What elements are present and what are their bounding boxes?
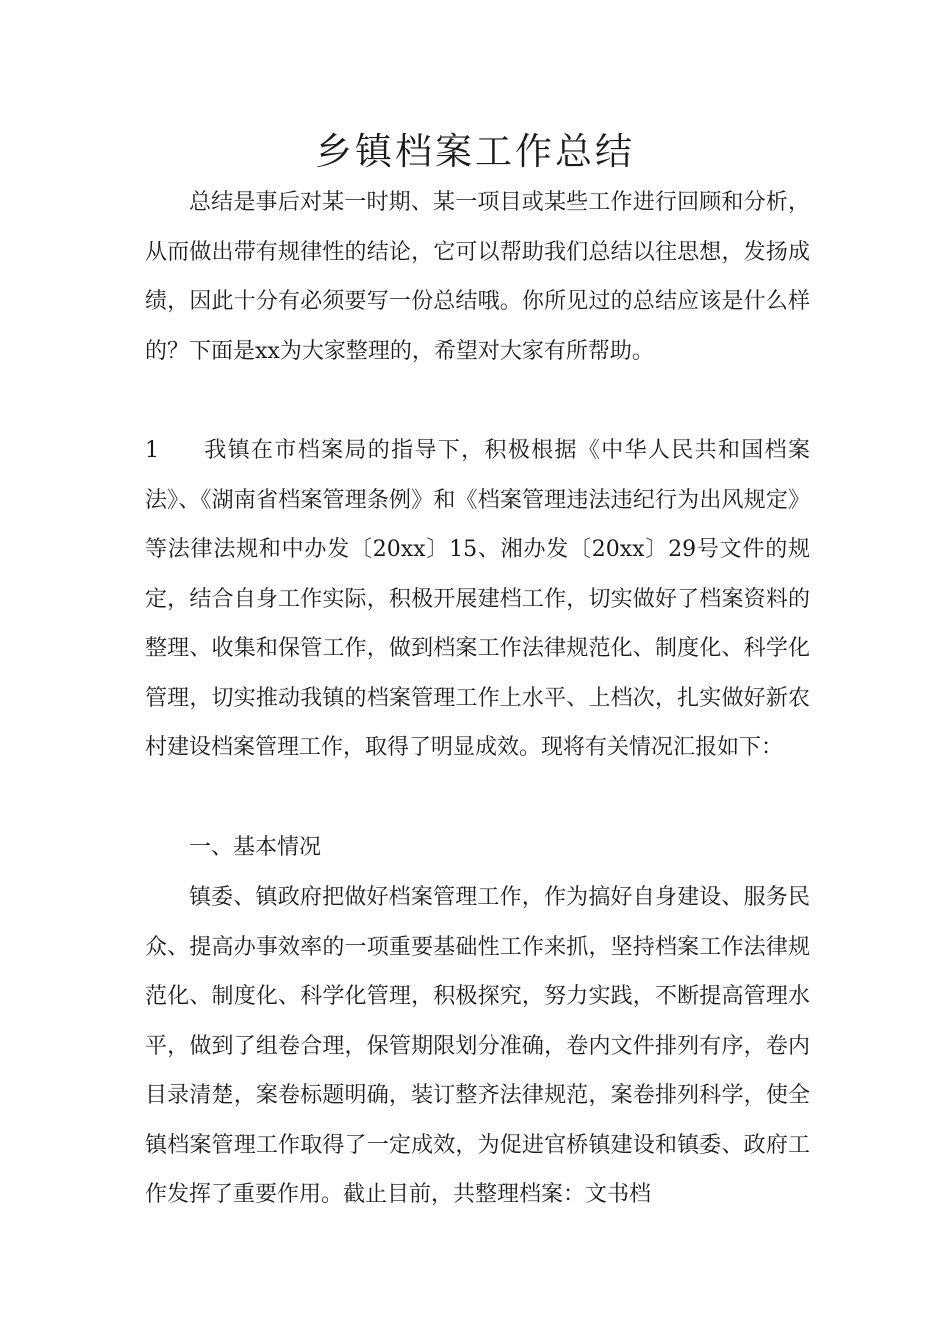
basic-situation-paragraph: 镇委、镇政府把做好档案管理工作，作为搞好自身建设、服务民众、提高办事效率的一项重要基础性工作来抓，坚持档案工作法律规范化、制度化、科学化管理，积极探究，努力实践，不断提高管理水平，做到了组卷合理，保管期限划分准确，卷内文件排列有序，卷内目录清楚，案卷标题明确，装订整齐法律规范，案卷排列科学，使全镇档案管理工作取得了一定成效，为促进官桥镇建设和镇委、政府工作发挥了重要作用。截止目前，共整理档案：文书档 xyxy=(145,885,810,1207)
section-1-number: 1 xyxy=(145,438,159,463)
intro-paragraph: 总结是事后对某一时期、某一项目或某些工作进行回顾和分析，从而做出带有规律性的结论，它可以帮助我们总结以往思想，发扬成绩，因此十分有必须要写一份总结哦。你所见过的总结应该是什么样的？下面是xx为大家整理的，希望对大家有所帮助。 xyxy=(145,190,810,364)
heading-basic-situation: 一、基本情况 xyxy=(189,835,322,860)
section-1-paragraph xyxy=(145,426,810,773)
section-1-text: 我镇在市档案局的指导下，积极根据《中华人民共和国档案法》、《湖南省档案管理条例》和《档案管理违法违纪行为出风规定》等法律法规和中办发〔20xx〕15、湘办发〔20xx〕29号文件的规定，结合自身工作实际，积极开展建档工作，切实做好了档案资料的整理、收集和保管工作，做到档案工作法律规范化、制度化、科学化管理，切实推动我镇的档案管理工作上水平、上档次，扎实做好新农村建设档案管理工作，取得了明显成效。现将有关情况汇报如下： xyxy=(145,438,810,760)
document-title: 乡镇档案工作总结 xyxy=(315,130,635,173)
